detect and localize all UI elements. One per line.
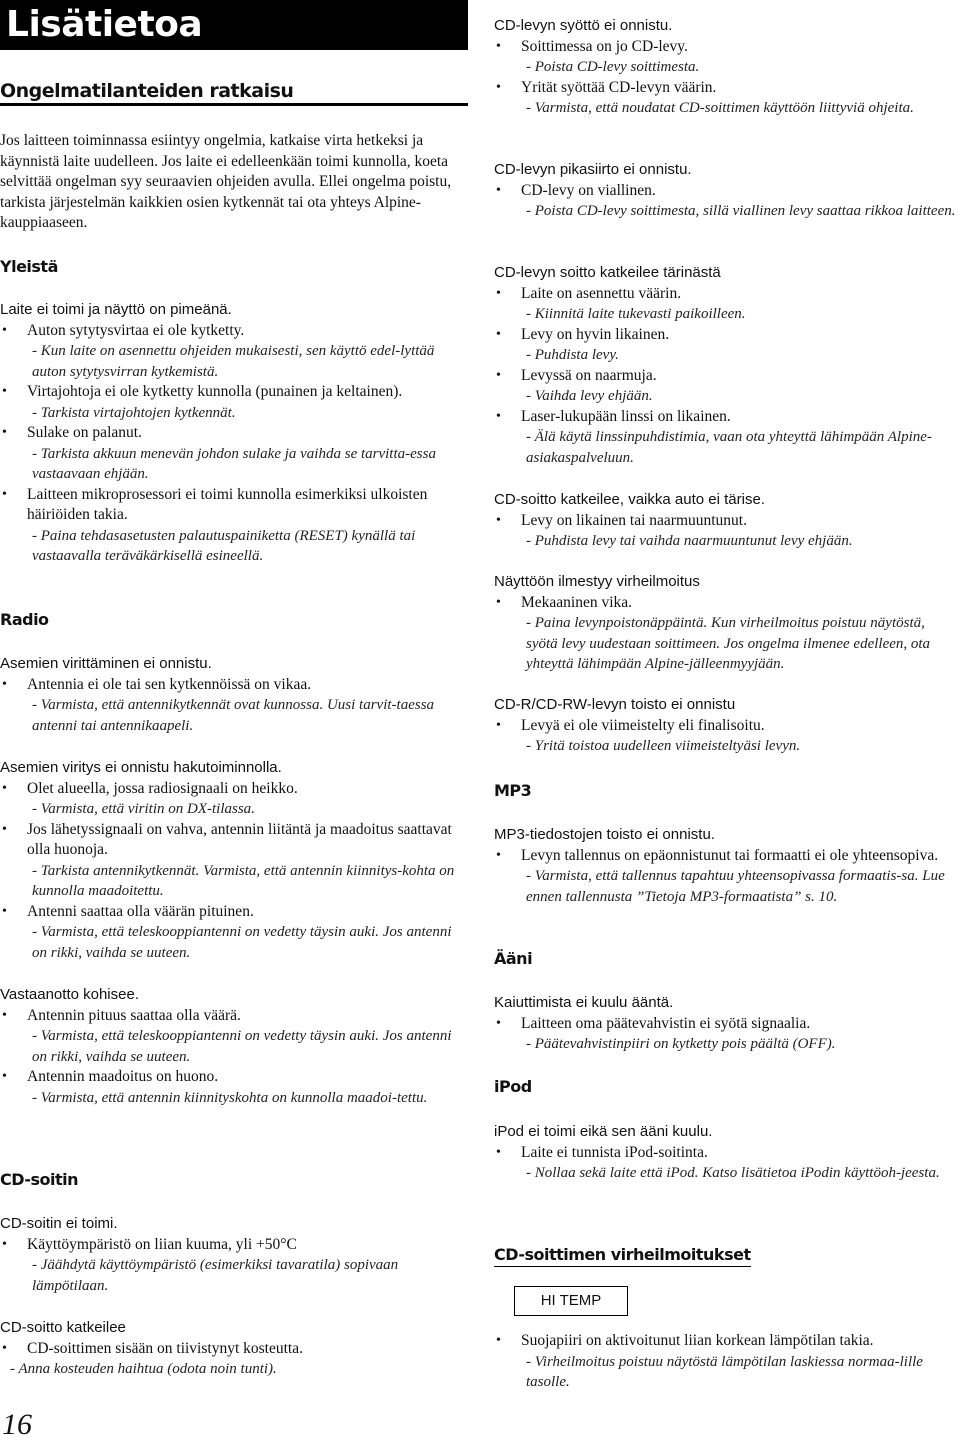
remedy: - Yritä toistoa uudelleen viimeisteltyäsi levyn. — [526, 738, 801, 754]
cause: • Levyä ei ole viimeistelty eli finalisoitu. — [494, 716, 960, 737]
heading-error-messages: CD-soittimen virheilmoitukset — [494, 1245, 751, 1267]
cause: • Antenni saattaa olla väärän pituinen. — [0, 902, 468, 923]
heading-yleista: Yleistä — [0, 257, 58, 276]
problem-title: Asemien virittäminen ei onnistu. — [0, 655, 212, 672]
block-cd-1 — [0, 1214, 468, 1296]
heading-ipod: iPod — [494, 1077, 532, 1096]
cause: • Laser-lukupään linssi on likainen. — [494, 407, 960, 428]
remedy: - Älä käytä linssinpuhdistimia, vaan ota yhteyttä lähimpään Alpine-asiakaspalveluun. — [526, 429, 932, 466]
cause: • Käyttöympäristö on liian kuuma, yli +50°C — [0, 1235, 468, 1256]
remedy: - Paina tehdasasetusten palautuspainiketta (RESET) kynällä tai vastaavalla teräväkärkisellä esineellä. — [32, 527, 416, 564]
cause: • Laite ei tunnista iPod-soitinta. — [494, 1143, 960, 1164]
remedy: - Varmista, että viritin on DX-tilassa. — [32, 801, 255, 817]
remedy: - Poista CD-levy soittimesta, sillä viallinen levy saattaa rikkoa laitteen. — [526, 203, 956, 219]
problem-title: Kaiuttimista ei kuulu ääntä. — [494, 994, 674, 1011]
remedy: - Vaihda levy ehjään. — [526, 388, 653, 404]
block-cd-feed — [494, 16, 960, 119]
problem-title: CD-soitin ei toimi. — [0, 1215, 118, 1232]
remedy: - Kiinnitä laite tukevasti paikoilleen. — [526, 306, 746, 322]
cause: • Levyn tallennus on epäonnistunut tai formaatti ei ole yhteensopiva. — [494, 846, 960, 867]
remedy: - Varmista, että antennikytkennät ovat kunnossa. Uusi tarvit-taessa antenni tai antennikaapeli. — [32, 697, 435, 734]
block-hitemp — [494, 1331, 960, 1393]
block-radio-3 — [0, 985, 468, 1108]
cause: • Levyssä on naarmuja. — [494, 366, 960, 387]
remedy: - Puhdista levy tai vaihda naarmuuntunut levy ehjään. — [526, 533, 853, 549]
block-mp3 — [494, 825, 960, 907]
cause: • CD-levy on viallinen. — [494, 181, 960, 202]
block-radio-2 — [0, 758, 468, 963]
block-aani — [494, 993, 960, 1055]
problem-title: MP3-tiedostojen toisto ei onnistu. — [494, 826, 715, 843]
problem-title: Vastaanotto kohisee. — [0, 986, 139, 1003]
block-cd-vibration — [494, 263, 960, 468]
problem-title: Näyttöön ilmestyy virheilmoitus — [494, 573, 700, 590]
problem-title: CD-soitto katkeilee — [0, 1319, 126, 1336]
problem-title: CD-levyn syöttö ei onnistu. — [494, 17, 673, 34]
cause: • Auton sytytysvirtaa ei ole kytketty. — [0, 321, 468, 342]
cause: • Virtajohtoja ei ole kytketty kunnolla (punainen ja keltainen). — [0, 382, 468, 403]
cause: • Antennin maadoitus on huono. — [0, 1067, 468, 1088]
cause: • Olet alueella, jossa radiosignaali on heikko. — [0, 779, 468, 800]
cause: • Laite on asennettu väärin. — [494, 284, 960, 305]
remedy: - Varmista, että tallennus tapahtuu yhteensopivassa formaatis-sa. Lue ennen tallennusta ”Tietoja MP3-formaatista” s. 10. — [526, 868, 945, 905]
intro-paragraph: Jos laitteen toiminnassa esiintyy ongelmia, katkaise virta hetkeksi ja käynnistä laite uudelleen. Jos laite ei edelleenkään toimi kunnolla, koeta selvittää ongelman syy seuraavien ohjeiden avulla. Ellei ongelma poistu, tarkista järjestelmän kaikkien osien kytkennät tai ota yhteys Alpine-kauppiaaseen. — [0, 132, 452, 231]
problem-title: CD-levyn pikasiirto ei onnistu. — [494, 161, 692, 178]
remedy: - Varmista, että teleskooppiantenni on vedetty täysin auki. Jos antenni on rikki, vaihda se uuteen. — [32, 1028, 452, 1065]
cause: • Sulake on palanut. — [0, 423, 468, 444]
cause: • Laitteen mikroprosessori ei toimi kunnolla esimerkiksi ulkoisten häiriöiden takia. — [0, 485, 468, 526]
problem-title: Asemien viritys ei onnistu hakutoiminnolla. — [0, 759, 282, 776]
remedy: - Puhdista levy. — [526, 347, 619, 363]
cause: • Antennin pituus saattaa olla väärä. — [0, 1006, 468, 1027]
block-cd-error — [494, 572, 960, 675]
remedy: - Poista CD-levy soittimesta. — [526, 59, 700, 75]
remedy: - Paina levynpoistonäppäintä. Kun virheilmoitus poistuu näytöstä, syötä levy uudestaan soittimeen. Jos ongelma ilmenee edelleen, ota yhteyttä lähimpään Alpine-jälleenmyyjään. — [526, 615, 931, 672]
remedy: - Virheilmoitus poistuu näytöstä lämpötilan laskiessa normaa-lille tasolle. — [526, 1353, 923, 1390]
remedy: - Päätevahvistinpiiri on kytketty pois päältä (OFF). — [526, 1036, 836, 1052]
cause: • Laitteen oma päätevahvistin ei syötä signaalia. — [494, 1014, 960, 1035]
block-cd-skip — [494, 160, 960, 222]
heading-cd-soitin: CD-soitin — [0, 1170, 78, 1189]
heading-radio: Radio — [0, 610, 49, 629]
remedy: - Tarkista akkuun menevän johdon sulake ja vaihda se tarvitta-essa vastaavaan ehjään. — [32, 445, 436, 482]
heading-aani: Ääni — [494, 949, 533, 968]
error-code-box: HI TEMP — [514, 1286, 628, 1316]
cause: • Mekaaninen vika. — [494, 593, 960, 614]
problem-title: CD-soitto katkeilee, vaikka auto ei tärise. — [494, 491, 765, 508]
heading-mp3: MP3 — [494, 781, 532, 800]
remedy: - Varmista, että teleskooppiantenni on vedetty täysin auki. Jos antenni on rikki, vaihda se uuteen. — [32, 924, 452, 961]
problem-title: CD-R/CD-RW-levyn toisto ei onnistu — [494, 696, 736, 713]
remedy: - Jäähdytä käyttöympäristö (esimerkiksi tavaratila) sopivaan lämpötilaan. — [32, 1257, 399, 1294]
remedy: - Kun laite on asennettu ohjeiden mukaisesti, sen käyttö edel-lyttää auton sytytysvirran kytkemistä. — [32, 343, 435, 380]
block-radio-1 — [0, 654, 468, 736]
block-cd-skips-still — [494, 490, 960, 552]
problem-title: Laite ei toimi ja näyttö on pimeänä. — [0, 301, 232, 318]
page-number: 16 — [2, 1408, 32, 1440]
problem-title: iPod ei toimi eikä sen ääni kuulu. — [494, 1123, 713, 1140]
cause: • CD-soittimen sisään on tiivistynyt kosteutta. — [0, 1339, 468, 1360]
block-ipod — [494, 1122, 960, 1184]
remedy: - Varmista, että noudatat CD-soittimen käyttöön liittyviä ohjeita. — [526, 100, 914, 116]
cause: • Antennia ei ole tai sen kytkennöissä on vikaa. — [0, 675, 468, 696]
cause: • Yrität syöttää CD-levyn väärin. — [494, 78, 960, 99]
cause: • Jos lähetyssignaali on vahva, antennin liitäntä ja maadoitus saattavat olla huonoja. — [0, 820, 468, 861]
cause: • Soittimessa on jo CD-levy. — [494, 37, 960, 58]
remedy: - Tarkista antennikytkennät. Varmista, että antennin kiinnitys-kohta on kunnolla maadoitettu. — [32, 862, 455, 899]
cause: • Suojapiiri on aktivoitunut liian korkean lämpötilan takia. — [494, 1331, 960, 1352]
block-yleista — [0, 300, 468, 567]
cause: • Levy on hyvin likainen. — [494, 325, 960, 346]
section-title: Ongelmatilanteiden ratkaisu — [0, 80, 468, 106]
remedy: - Tarkista virtajohtojen kytkennät. — [32, 404, 236, 421]
block-cdr — [494, 695, 960, 757]
block-cd-2 — [0, 1318, 468, 1380]
problem-title: CD-levyn soitto katkeilee tärinästä — [494, 264, 721, 281]
remedy: - Varmista, että antennin kiinnityskohta on kunnolla maadoi-tettu. — [32, 1089, 428, 1106]
cause: • Levy on likainen tai naarmuuntunut. — [494, 511, 960, 532]
remedy: - Nollaa sekä laite että iPod. Katso lisätietoa iPodin käyttöoh-jeesta. — [526, 1165, 940, 1181]
remedy: - Anna kosteuden haihtua (odota noin tunti). — [10, 1361, 277, 1377]
chapter-banner: Lisätietoa — [0, 0, 468, 50]
